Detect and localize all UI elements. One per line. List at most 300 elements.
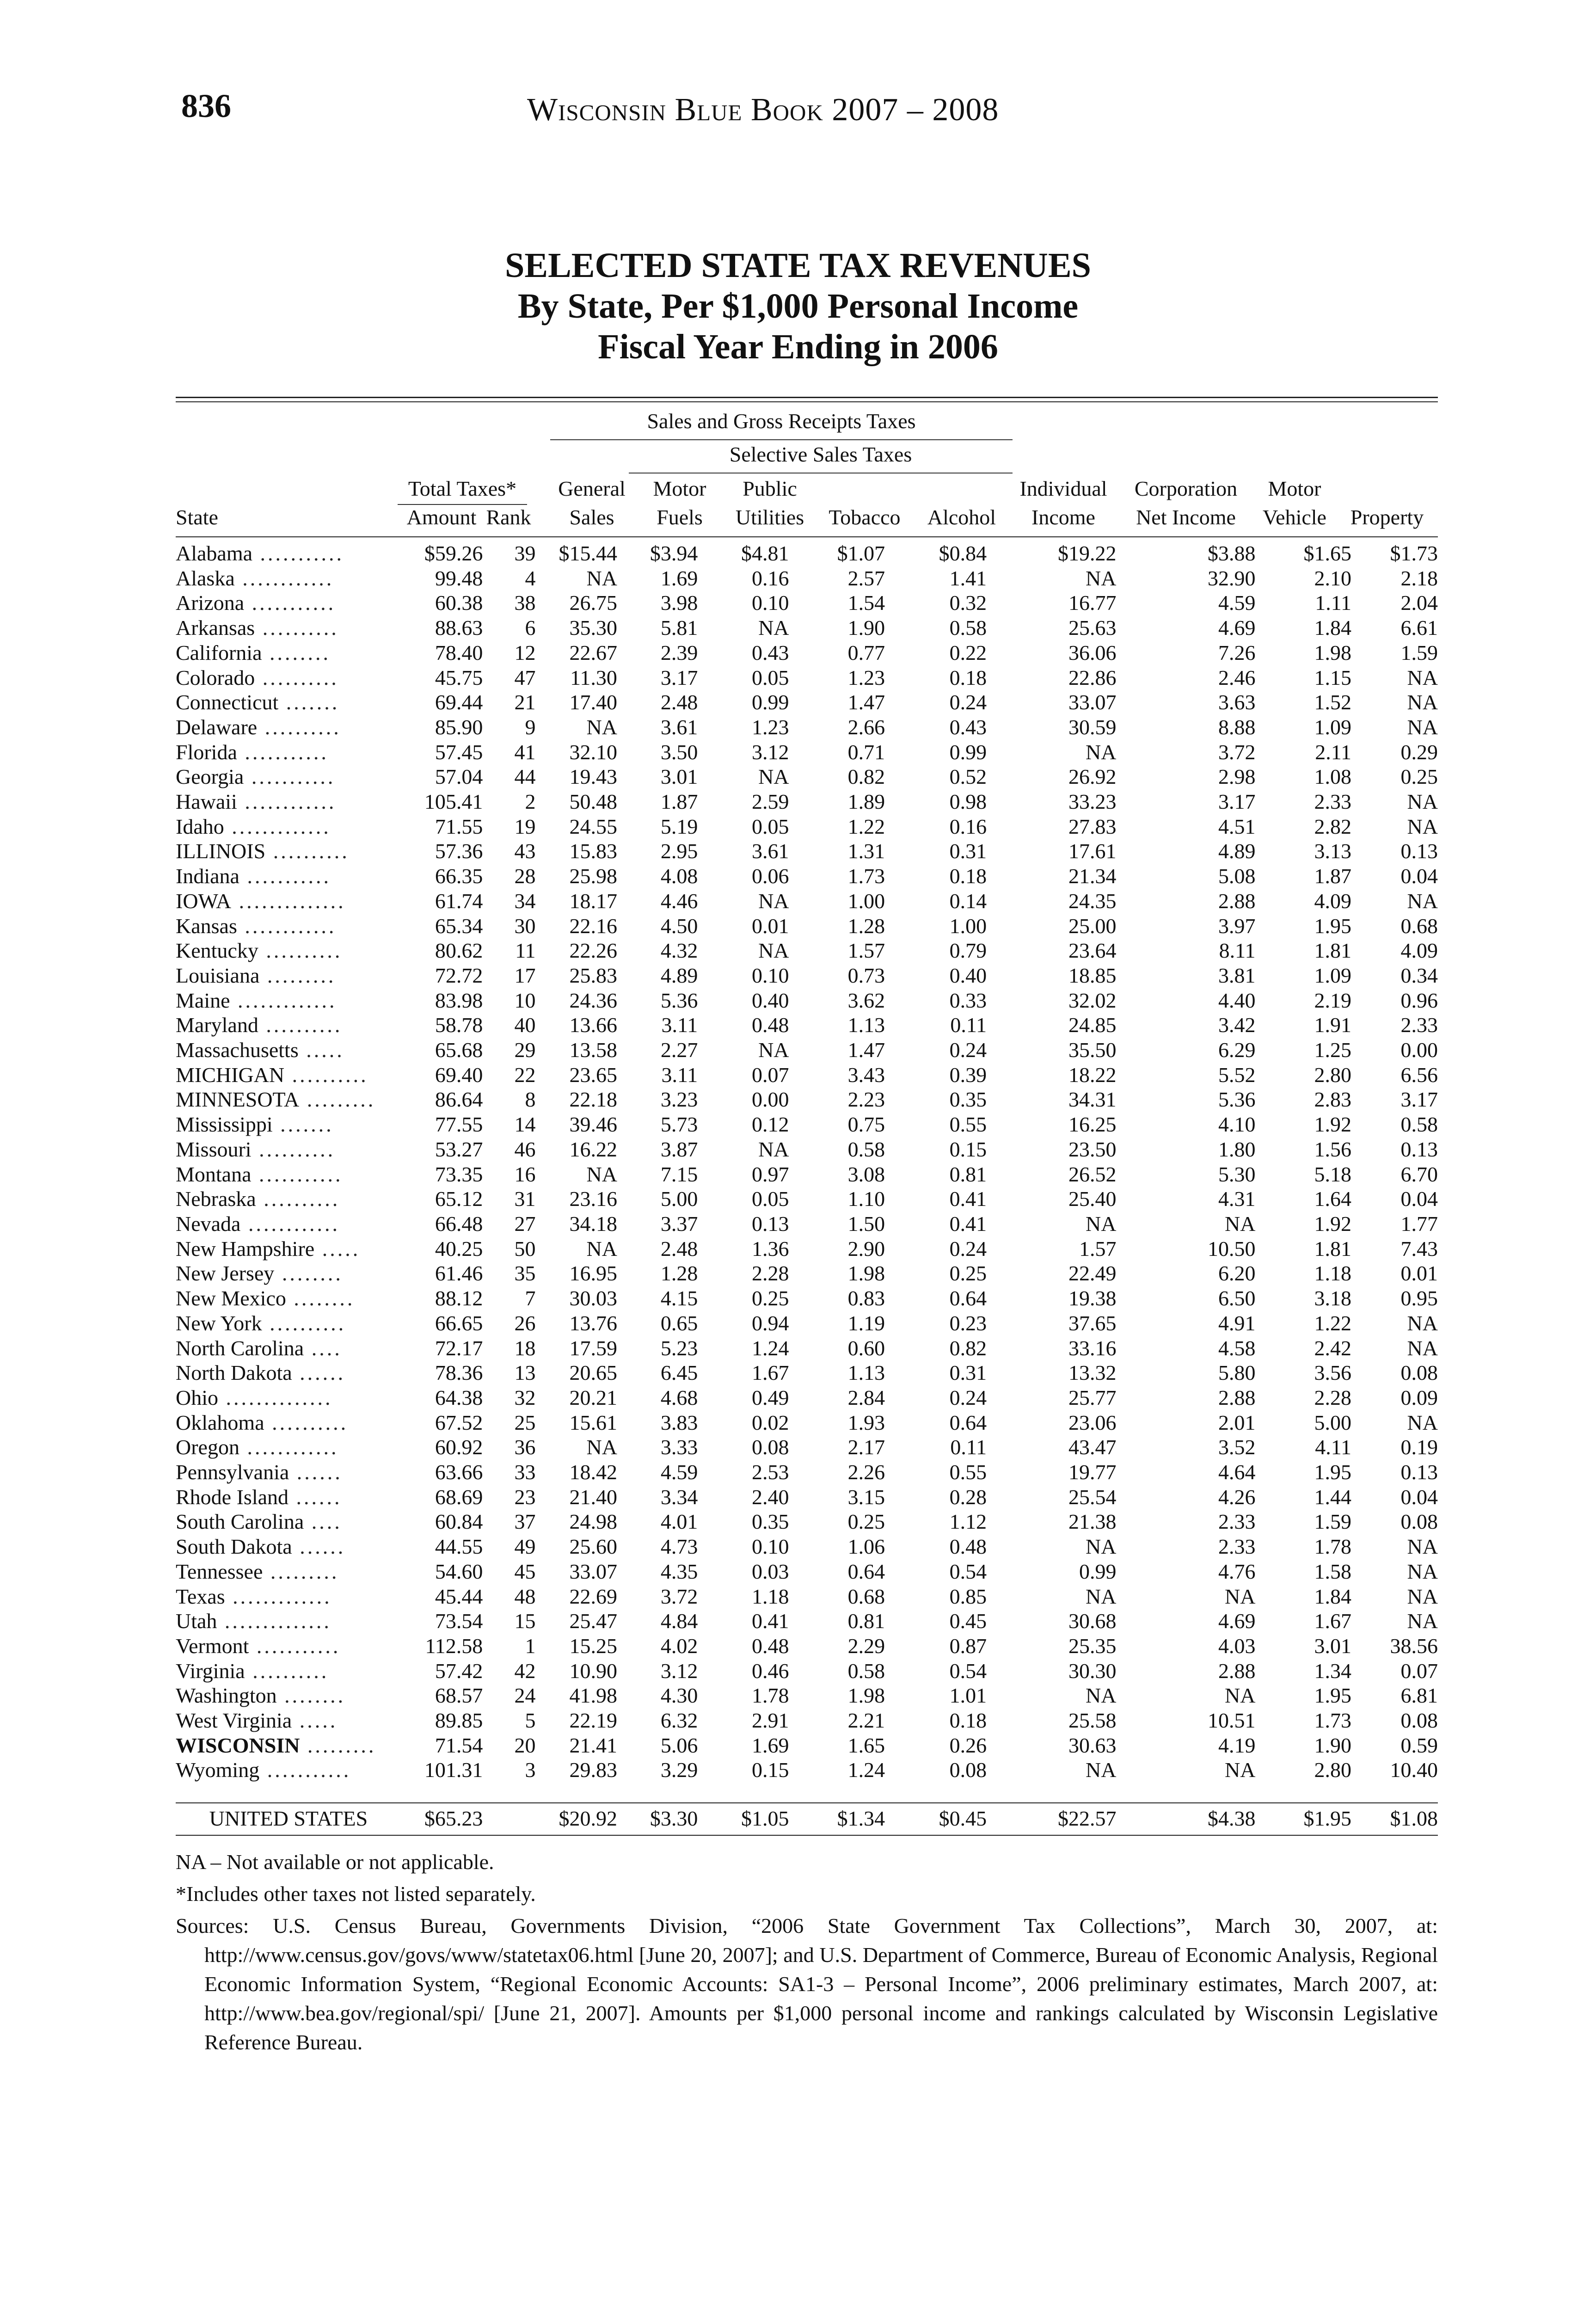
corporation-cell: 3.17: [1218, 790, 1256, 814]
public-utilities-cell: 0.94: [752, 1311, 789, 1335]
state-name: Utah: [176, 1609, 217, 1633]
alcohol-cell: 0.31: [949, 839, 987, 863]
property-cell: 3.17: [1400, 1088, 1438, 1112]
public-utilities-cell: 2.28: [752, 1261, 789, 1285]
property-cell: 0.04: [1400, 1187, 1438, 1211]
general-sales-cell: 21.40: [569, 1485, 617, 1509]
individual-income-cell: 23.06: [1068, 1410, 1117, 1434]
us-rank: [483, 1806, 535, 1831]
motor-fuels-cell: 5.36: [660, 988, 698, 1012]
individual-income-cell: 24.85: [1068, 1013, 1117, 1037]
header-corporation-1: Corporation: [1134, 477, 1238, 500]
alcohol-cell: 0.28: [949, 1485, 987, 1509]
leader-dots: ...........: [252, 541, 344, 565]
motor-vehicle-cell: 1.95: [1314, 914, 1352, 938]
motor-fuels-cell: 2.27: [660, 1038, 698, 1062]
property-cell: 0.29: [1400, 740, 1438, 764]
rank-cell: 36: [514, 1435, 536, 1459]
state-name: Colorado: [176, 665, 255, 689]
alcohol-cell: 0.23: [949, 1311, 987, 1335]
header-total-taxes: Total Taxes*: [408, 477, 517, 500]
individual-income-cell: 18.85: [1068, 963, 1117, 987]
leader-dots: ......: [289, 1460, 343, 1484]
tobacco-cell: 2.66: [847, 715, 885, 739]
leader-dots: ......: [292, 1361, 346, 1385]
header-public-1: Public: [743, 477, 797, 500]
leader-dots: .......: [278, 690, 340, 714]
property-cell: 0.58: [1400, 1113, 1438, 1137]
amount-cell: 73.54: [435, 1609, 483, 1633]
state-cell: [176, 1311, 401, 1336]
state-cell: [176, 665, 401, 690]
leader-dots: .............: [224, 814, 331, 838]
general-sales-cell: 17.40: [569, 690, 617, 714]
tobacco-cell: 1.65: [847, 1733, 885, 1757]
leader-dots: ............: [240, 1211, 340, 1236]
alcohol-cell: 0.58: [949, 616, 987, 640]
table-row: [176, 1261, 1438, 1286]
corporation-cell: 2.88: [1218, 1385, 1256, 1409]
table-row: [176, 1410, 1438, 1435]
tobacco-cell: 1.13: [847, 1013, 885, 1037]
header-motorveh-2: Vehicle: [1263, 505, 1326, 529]
us-top-rule: [176, 1802, 1438, 1803]
public-utilities-cell: 0.15: [752, 1758, 789, 1782]
leader-dots: .....: [292, 1709, 338, 1733]
general-sales-cell: 20.65: [569, 1361, 617, 1385]
motor-fuels-cell: 3.23: [660, 1088, 698, 1112]
state-cell: [176, 1659, 401, 1684]
leader-dots: ..........: [255, 616, 339, 640]
general-sales-cell: 22.67: [569, 640, 617, 664]
alcohol-cell: 0.08: [949, 1758, 987, 1782]
property-cell: 0.04: [1400, 864, 1438, 888]
table-row: [176, 1435, 1438, 1460]
corporation-cell: 3.42: [1218, 1013, 1256, 1037]
public-utilities-cell: 0.05: [752, 665, 789, 689]
state-cell: [176, 1609, 401, 1634]
table-row: [176, 1236, 1438, 1261]
state-name: New Hampshire: [176, 1236, 315, 1261]
leader-dots: ..............: [218, 1385, 333, 1409]
header-selective-group: Selective Sales Taxes: [729, 443, 912, 466]
tobacco-cell: 1.90: [847, 616, 885, 640]
property-cell: 0.96: [1400, 988, 1438, 1012]
leader-dots: .....: [298, 1038, 344, 1062]
public-utilities-cell: $4.81: [741, 541, 789, 565]
motor-fuels-cell: 4.68: [660, 1385, 698, 1409]
us-property: $1.08: [1390, 1807, 1438, 1830]
table-body: [176, 541, 1438, 1783]
alcohol-cell: 0.14: [949, 889, 987, 913]
table-row: [176, 1162, 1438, 1187]
property-cell: NA: [1407, 1336, 1438, 1360]
amount-cell: 61.74: [435, 889, 483, 913]
individual-income-cell: 30.30: [1068, 1659, 1117, 1683]
rank-cell: 9: [525, 715, 536, 739]
state-cell: [176, 1559, 401, 1584]
state-name: Delaware: [176, 715, 258, 739]
rank-cell: 45: [514, 1559, 536, 1583]
corporation-cell: 4.26: [1218, 1485, 1256, 1509]
individual-income-cell: 43.47: [1068, 1435, 1117, 1459]
tobacco-cell: 2.57: [847, 566, 885, 590]
individual-income-cell: 21.34: [1068, 864, 1117, 888]
motor-fuels-cell: 5.00: [660, 1187, 698, 1211]
rank-cell: 25: [514, 1410, 536, 1434]
alcohol-cell: 1.01: [949, 1684, 987, 1708]
rank-cell: 10: [514, 988, 536, 1012]
state-cell: [176, 938, 401, 963]
state-cell: [176, 1410, 401, 1435]
tobacco-cell: 2.26: [847, 1460, 885, 1484]
leader-dots: ......: [292, 1535, 346, 1559]
public-utilities-cell: 0.03: [752, 1559, 789, 1583]
leader-dots: .........: [299, 1088, 376, 1112]
property-cell: NA: [1407, 1311, 1438, 1335]
tobacco-cell: 0.81: [847, 1609, 885, 1633]
rank-cell: 38: [514, 591, 536, 615]
state-cell: [176, 1485, 401, 1510]
amount-cell: 57.45: [435, 740, 483, 764]
motor-fuels-cell: 5.06: [660, 1733, 698, 1757]
table-row: [176, 690, 1438, 715]
header-tobacco: Tobacco: [829, 505, 901, 529]
leader-dots: .........: [300, 1733, 376, 1757]
corporation-cell: 2.98: [1218, 765, 1256, 789]
state-name: Rhode Island: [176, 1485, 289, 1509]
corporation-cell: $3.88: [1207, 541, 1256, 565]
general-sales-cell: 20.21: [569, 1385, 617, 1409]
us-motor-vehicle: $1.95: [1303, 1807, 1352, 1830]
amount-cell: 89.85: [435, 1709, 483, 1733]
amount-cell: 68.69: [435, 1485, 483, 1509]
rank-cell: 4: [525, 566, 536, 590]
corporation-cell: 4.59: [1218, 591, 1256, 615]
rank-cell: 42: [514, 1659, 536, 1683]
top-rule-1: [176, 397, 1438, 398]
header-motor-2: Fuels: [657, 505, 703, 529]
page-number: 836: [181, 87, 231, 124]
individual-income-cell: 16.25: [1068, 1113, 1117, 1137]
tobacco-cell: 1.73: [847, 864, 885, 888]
state-cell: [176, 1385, 401, 1410]
property-cell: 0.08: [1400, 1361, 1438, 1385]
alcohol-cell: 0.64: [949, 1410, 987, 1434]
alcohol-cell: 0.32: [949, 591, 987, 615]
property-cell: 0.95: [1400, 1286, 1438, 1310]
amount-cell: 66.35: [435, 864, 483, 888]
table-row: [176, 740, 1438, 765]
corporation-cell: 4.40: [1218, 988, 1256, 1012]
state-name: North Dakota: [176, 1361, 292, 1385]
public-utilities-cell: 0.43: [752, 640, 789, 664]
alcohol-cell: 0.25: [949, 1261, 987, 1285]
alcohol-cell: 0.64: [949, 1286, 987, 1310]
individual-income-cell: 23.64: [1068, 939, 1117, 963]
individual-income-cell: 27.83: [1068, 814, 1117, 838]
amount-cell: 60.38: [435, 591, 483, 615]
individual-income-cell: 21.38: [1068, 1510, 1117, 1534]
general-sales-cell: 29.83: [569, 1758, 617, 1782]
leader-dots: ..............: [231, 889, 346, 913]
motor-vehicle-cell: 2.10: [1314, 566, 1352, 590]
motor-vehicle-cell: 1.92: [1314, 1211, 1352, 1236]
general-sales-cell: 26.75: [569, 591, 617, 615]
tobacco-cell: 0.73: [847, 963, 885, 987]
rank-cell: 39: [514, 541, 536, 565]
motor-vehicle-cell: 1.95: [1314, 1460, 1352, 1484]
state-cell: [176, 1187, 401, 1211]
corporation-cell: 3.72: [1218, 740, 1256, 764]
header-general-2: Sales: [569, 505, 614, 529]
motor-fuels-cell: 4.89: [660, 963, 698, 987]
amount-cell: 83.98: [435, 988, 483, 1012]
motor-vehicle-cell: 1.90: [1314, 1733, 1352, 1757]
rank-cell: 33: [514, 1460, 536, 1484]
public-utilities-cell: 0.99: [752, 690, 789, 714]
general-sales-cell: 24.55: [569, 814, 617, 838]
public-utilities-cell: 0.13: [752, 1211, 789, 1236]
public-utilities-cell: 1.78: [752, 1684, 789, 1708]
individual-income-cell: 18.22: [1068, 1063, 1117, 1087]
running-head: Wisconsin Blue Book 2007 – 2008: [527, 92, 999, 128]
corporation-cell: 2.01: [1218, 1410, 1256, 1434]
header-general-1: General: [558, 477, 626, 500]
general-sales-cell: 22.69: [569, 1584, 617, 1608]
rank-cell: 26: [514, 1311, 536, 1335]
property-cell: 6.61: [1400, 616, 1438, 640]
individual-income-cell: 22.49: [1068, 1261, 1117, 1285]
table-row: [176, 1609, 1438, 1634]
general-sales-cell: 22.26: [569, 939, 617, 963]
alcohol-cell: 0.18: [949, 665, 987, 689]
leader-dots: ..........: [257, 715, 341, 739]
tobacco-cell: 2.90: [847, 1236, 885, 1261]
public-utilities-cell: 1.36: [752, 1236, 789, 1261]
general-sales-cell: 13.76: [569, 1311, 617, 1335]
tobacco-cell: 1.28: [847, 914, 885, 938]
alcohol-cell: $0.84: [939, 541, 987, 565]
amount-cell: 45.75: [435, 665, 483, 689]
state-cell: [176, 1460, 401, 1485]
alcohol-cell: 0.79: [949, 939, 987, 963]
individual-income-cell: NA: [1085, 1211, 1117, 1236]
individual-income-cell: 30.68: [1068, 1609, 1117, 1633]
header-corporation-2: Net Income: [1136, 505, 1236, 529]
motor-fuels-cell: 3.11: [661, 1063, 698, 1087]
public-utilities-cell: 0.46: [752, 1659, 789, 1683]
general-sales-cell: 32.10: [569, 740, 617, 764]
rank-cell: 23: [514, 1485, 536, 1509]
leader-dots: ............: [234, 566, 334, 590]
general-sales-cell: 23.65: [569, 1063, 617, 1087]
property-cell: 1.59: [1400, 640, 1438, 664]
state-cell: [176, 889, 401, 914]
alcohol-cell: 0.24: [949, 1385, 987, 1409]
rank-cell: 8: [525, 1088, 536, 1112]
tobacco-cell: 0.83: [847, 1286, 885, 1310]
corporation-cell: 7.26: [1218, 640, 1256, 664]
general-sales-cell: NA: [586, 1435, 617, 1459]
public-utilities-cell: 1.23: [752, 715, 789, 739]
corporation-cell: 4.89: [1218, 839, 1256, 863]
property-cell: 4.09: [1400, 939, 1438, 963]
state-name: New Mexico: [176, 1286, 286, 1310]
tobacco-cell: 3.43: [847, 1063, 885, 1087]
property-cell: 2.18: [1400, 566, 1438, 590]
rank-cell: 29: [514, 1038, 536, 1062]
general-sales-cell: 11.30: [570, 665, 617, 689]
rank-cell: 46: [514, 1137, 536, 1161]
general-sales-cell: 25.83: [569, 963, 617, 987]
individual-income-cell: 24.35: [1068, 889, 1117, 913]
table-row: [176, 1460, 1438, 1485]
general-sales-cell: NA: [586, 715, 617, 739]
leader-dots: ..........: [258, 1013, 343, 1037]
amount-cell: 69.40: [435, 1063, 483, 1087]
tobacco-cell: 0.77: [847, 640, 885, 664]
header-sales-rule: [550, 439, 1013, 440]
property-cell: 1.77: [1400, 1211, 1438, 1236]
tobacco-cell: 1.22: [847, 814, 885, 838]
motor-vehicle-cell: 2.82: [1314, 814, 1352, 838]
amount-cell: 68.57: [435, 1684, 483, 1708]
leader-dots: ..........: [258, 939, 343, 963]
state-cell: [176, 1038, 401, 1063]
general-sales-cell: 22.19: [569, 1709, 617, 1733]
property-cell: 0.01: [1400, 1261, 1438, 1285]
alcohol-cell: 0.41: [949, 1187, 987, 1211]
motor-fuels-cell: 3.61: [660, 715, 698, 739]
leader-dots: ......: [289, 1485, 342, 1509]
header-amount: Amount: [406, 505, 477, 529]
individual-income-cell: 17.61: [1068, 839, 1117, 863]
tobacco-cell: 1.57: [847, 939, 885, 963]
alcohol-cell: 1.12: [949, 1510, 987, 1534]
property-cell: 0.68: [1400, 914, 1438, 938]
motor-fuels-cell: 3.11: [661, 1013, 698, 1037]
state-name: Oklahoma: [176, 1410, 264, 1434]
amount-cell: 63.66: [435, 1460, 483, 1484]
public-utilities-cell: 1.69: [752, 1733, 789, 1757]
alcohol-cell: 0.81: [949, 1162, 987, 1186]
general-sales-cell: 18.42: [569, 1460, 617, 1484]
leader-dots: ........: [286, 1286, 355, 1310]
amount-cell: 53.27: [435, 1137, 483, 1161]
tobacco-cell: 1.47: [847, 690, 885, 714]
individual-income-cell: 19.38: [1068, 1286, 1117, 1310]
state-cell: [176, 1112, 401, 1137]
motor-fuels-cell: 5.23: [660, 1336, 698, 1360]
general-sales-cell: 13.58: [569, 1038, 617, 1062]
alcohol-cell: 0.41: [949, 1211, 987, 1236]
motor-fuels-cell: 4.30: [660, 1684, 698, 1708]
property-cell: $1.73: [1390, 541, 1438, 565]
table-row: [176, 1187, 1438, 1211]
leader-dots: ..........: [264, 1410, 349, 1434]
alcohol-cell: 0.26: [949, 1733, 987, 1757]
property-cell: 0.13: [1400, 1460, 1438, 1484]
leader-dots: ...........: [237, 740, 329, 764]
public-utilities-cell: 0.01: [752, 914, 789, 938]
title-line-1: SELECTED STATE TAX REVENUES: [505, 246, 1091, 285]
state-name: Indiana: [176, 864, 239, 888]
individual-income-cell: 36.06: [1068, 640, 1117, 664]
table-row: [176, 914, 1438, 939]
table-title: [0, 245, 1596, 367]
state-name: Tennessee: [176, 1559, 263, 1583]
header-bottom-rule: [176, 536, 1438, 537]
motor-vehicle-cell: 5.00: [1314, 1410, 1352, 1434]
amount-cell: 71.55: [435, 814, 483, 838]
table-row: [176, 814, 1438, 839]
motor-vehicle-cell: 2.19: [1314, 988, 1352, 1012]
state-cell: [176, 1162, 401, 1187]
tobacco-cell: 3.62: [847, 988, 885, 1012]
motor-fuels-cell: 3.83: [660, 1410, 698, 1434]
motor-fuels-cell: 5.19: [660, 814, 698, 838]
tobacco-cell: 1.98: [847, 1261, 885, 1285]
state-name: WISCONSIN: [176, 1733, 300, 1757]
alcohol-cell: 0.55: [949, 1460, 987, 1484]
general-sales-cell: 25.98: [569, 864, 617, 888]
corporation-cell: 4.19: [1218, 1733, 1256, 1757]
property-cell: 2.04: [1400, 591, 1438, 615]
individual-income-cell: 25.00: [1068, 914, 1117, 938]
state-cell: [176, 640, 401, 665]
state-name: Vermont: [176, 1634, 249, 1658]
motor-vehicle-cell: 2.28: [1314, 1385, 1352, 1409]
rank-cell: 50: [514, 1236, 536, 1261]
footnotes: [176, 1847, 1438, 2057]
state-cell: [176, 1360, 401, 1385]
state-cell: [176, 566, 401, 591]
motor-vehicle-cell: 3.13: [1314, 839, 1352, 863]
general-sales-cell: 21.41: [569, 1733, 617, 1757]
public-utilities-cell: 0.97: [752, 1162, 789, 1186]
amount-cell: 67.52: [435, 1410, 483, 1434]
state-name: Kentucky: [176, 939, 258, 963]
state-name: Louisiana: [176, 963, 260, 987]
motor-vehicle-cell: 1.98: [1314, 640, 1352, 664]
state-name: South Carolina: [176, 1510, 304, 1534]
us-general: $20.92: [559, 1807, 617, 1830]
table-row: [176, 1584, 1438, 1609]
state-cell: [176, 1261, 401, 1286]
motor-vehicle-cell: 1.58: [1314, 1559, 1352, 1583]
table-row: [176, 1112, 1438, 1137]
motor-vehicle-cell: 3.01: [1314, 1634, 1352, 1658]
tobacco-cell: 0.71: [847, 740, 885, 764]
amount-cell: $59.26: [424, 541, 483, 565]
corporation-cell: 8.11: [1219, 939, 1256, 963]
motor-fuels-cell: 2.48: [660, 1236, 698, 1261]
state-cell: [176, 1236, 401, 1261]
tobacco-cell: 0.60: [847, 1336, 885, 1360]
table-row: [176, 988, 1438, 1013]
state-name: Wyoming: [176, 1758, 260, 1782]
public-utilities-cell: 0.41: [752, 1609, 789, 1633]
motor-vehicle-cell: 1.84: [1314, 1584, 1352, 1608]
tobacco-cell: 1.54: [847, 591, 885, 615]
motor-vehicle-cell: 1.92: [1314, 1113, 1352, 1137]
table-row: [176, 1360, 1438, 1385]
individual-income-cell: NA: [1085, 1584, 1117, 1608]
general-sales-cell: 15.83: [569, 839, 617, 863]
individual-income-cell: 19.77: [1068, 1460, 1117, 1484]
amount-cell: 85.90: [435, 715, 483, 739]
